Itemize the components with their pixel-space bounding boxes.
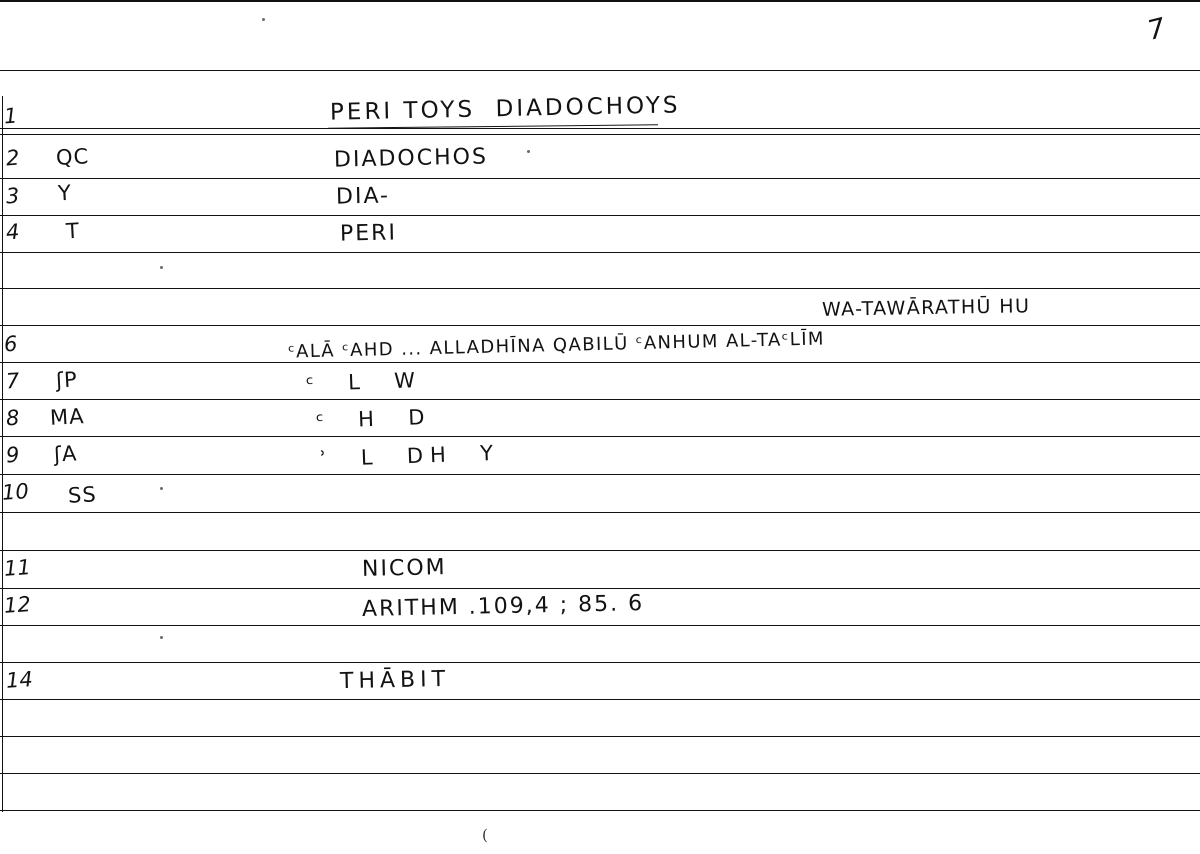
row-siglum: T [65, 218, 81, 244]
row-text: ᶜ L W [305, 367, 423, 397]
row-siglum: Y [57, 180, 73, 206]
line-number: 12 [3, 592, 32, 618]
row-text: THĀBIT [339, 666, 451, 695]
scan-speck [160, 487, 163, 490]
form-rule [0, 252, 1200, 253]
row-text: NICOM [361, 555, 447, 582]
row-text: WA-TAWĀRATHŪ HU [821, 295, 1031, 321]
form-rule [0, 474, 1200, 475]
row-text: ARITHM .109,4 ; 85. 6 [361, 591, 645, 622]
form-rule [0, 810, 1200, 811]
document-heading: PERI TOYS DIADOCHOYS [329, 92, 681, 126]
scan-speck [527, 150, 530, 153]
line-number: 11 [3, 555, 32, 581]
form-rule [0, 325, 1200, 326]
row-siglum: MA [49, 404, 86, 430]
row-siglum: ʃP [55, 367, 79, 393]
form-rule [0, 588, 1200, 589]
row-text: DIADOCHOS [333, 144, 489, 173]
form-rule [0, 699, 1200, 700]
row-text: ᶜ H D [315, 404, 432, 434]
row-text: ʾ L DH Y [319, 440, 501, 472]
scan-speck [160, 636, 163, 639]
line-number: 14 [5, 667, 34, 693]
scan-artifact: ( [482, 826, 488, 844]
line-number: 3 [5, 183, 21, 209]
form-rule [0, 512, 1200, 513]
scan-speck [160, 266, 163, 269]
line-number: 7 [5, 368, 21, 394]
row-text: PERI [339, 220, 398, 247]
form-rule [0, 215, 1200, 216]
row-text: ᶜALĀ ᶜAHD ... ALLADHĪNA QABILŪ ᶜANHUM AL-TAᶜLĪM [287, 328, 826, 363]
form-rule [0, 773, 1200, 774]
line-number: 2 [5, 145, 21, 171]
row-siglum: QC [55, 144, 90, 170]
line-number: 9 [5, 442, 21, 468]
line-number: 1 [3, 103, 19, 129]
row-siglum: ʃA [53, 441, 79, 467]
form-rule [0, 625, 1200, 626]
form-left-margin-line [2, 96, 3, 812]
scan-speck [262, 18, 265, 21]
form-rule [0, 288, 1200, 289]
row-siglum: SS [67, 482, 98, 508]
line-number: 4 [5, 219, 21, 245]
form-rule [0, 399, 1200, 400]
form-rule [0, 736, 1200, 737]
form-rule [0, 362, 1200, 363]
line-number: 8 [5, 405, 21, 431]
form-rule [0, 178, 1200, 179]
form-double-rule [0, 128, 1200, 135]
row-text: DIA- [335, 183, 391, 210]
form-rule [0, 70, 1200, 71]
form-rule [0, 662, 1200, 663]
line-number: 6 [3, 331, 19, 357]
form-rule [0, 436, 1200, 437]
line-number: 10 [1, 479, 30, 505]
form-top-edge [0, 0, 1200, 2]
form-rule [0, 550, 1200, 551]
page-number: 7 [1144, 12, 1170, 47]
